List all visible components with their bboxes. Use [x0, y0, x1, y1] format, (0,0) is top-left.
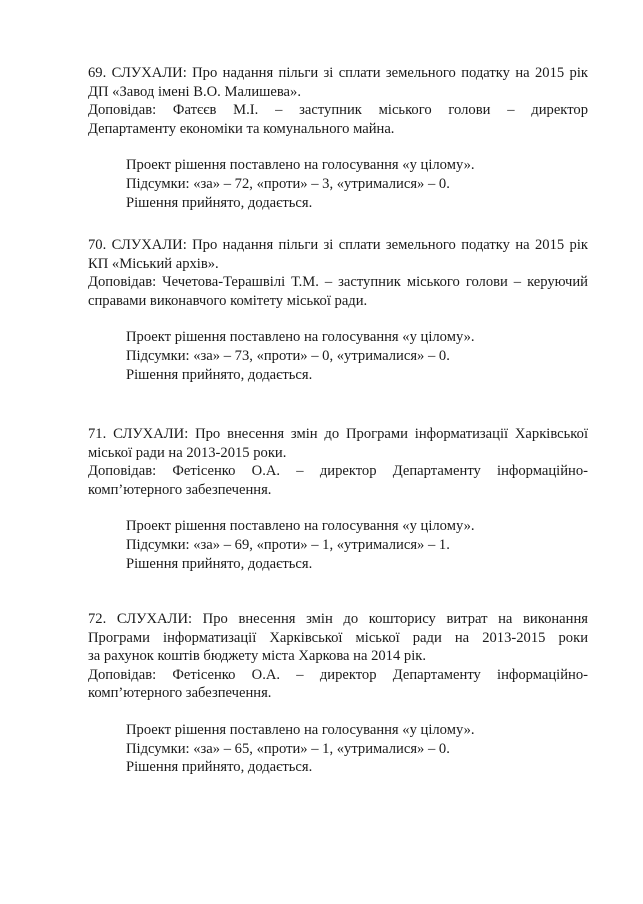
speaker-line: Департаменту економіки та комунального майна. — [88, 120, 395, 137]
vote-result-line: Проект рішення поставлено на голосування «у цілому». — [126, 329, 475, 346]
item-heading-line: ДП «Завод імені В.О. Малишева». — [88, 83, 301, 100]
speaker-line: Доповідав: Чечетова-Терашвілі Т.М. – заступник міського голови – керуючий — [88, 274, 588, 291]
vote-result-line: Проект рішення поставлено на голосування «у цілому». — [126, 721, 475, 738]
item-heading-line: 70. СЛУХАЛИ: Про надання пільги зі сплати земельного податку на 2015 рік — [88, 237, 588, 253]
speaker-line: Доповідав: Фетісенко О.А. – директор Департаменту інформаційно- — [88, 463, 588, 480]
speaker-line: Доповідав: Фатєєв М.І. – заступник міського голови – директор — [88, 102, 588, 119]
item-heading-line: 72. СЛУХАЛИ: Про внесення змін до кошторису витрат на виконання — [88, 611, 588, 627]
vote-result-line: Проект рішення поставлено на голосування «у цілому». — [126, 157, 475, 174]
speaker-line: комп’ютерного забезпечення. — [88, 481, 272, 498]
vote-results — [88, 721, 588, 777]
vote-result-line: Підсумки: «за» – 69, «проти» – 1, «утрималися» – 1. — [126, 536, 450, 553]
speaker-line: справами виконавчого комітету міської ради. — [88, 292, 368, 309]
agenda-item-70 — [88, 236, 588, 384]
item-heading-line: міської ради на 2013-2015 роки. — [88, 444, 287, 461]
vote-result-line: Рішення прийнято, додається. — [126, 555, 313, 572]
speaker-line: Доповідав: Фетісенко О.А. – директор Департаменту інформаційно- — [88, 666, 588, 683]
vote-result-line: Рішення прийнято, додається. — [126, 366, 313, 383]
vote-result-line: Проект рішення поставлено на голосування «у цілому». — [126, 518, 475, 535]
vote-result-line: Рішення прийнято, додається. — [126, 194, 313, 211]
vote-result-line: Підсумки: «за» – 72, «проти» – 3, «утрималися» – 0. — [126, 175, 450, 192]
item-heading-line: за рахунок коштів бюджету міста Харкова на 2014 рік. — [88, 648, 427, 665]
agenda-item-71 — [88, 425, 588, 573]
vote-result-line: Підсумки: «за» – 65, «проти» – 1, «утрималися» – 0. — [126, 740, 450, 757]
speaker-line: комп’ютерного забезпечення. — [88, 685, 272, 702]
vote-results — [88, 328, 588, 384]
item-heading-line: Програми інформатизації Харківської міської ради на 2013-2015 роки — [88, 629, 588, 646]
vote-results — [88, 517, 588, 573]
item-heading-line: 69. СЛУХАЛИ: Про надання пільги зі сплати земельного податку на 2015 рік — [88, 65, 588, 81]
item-heading-line: КП «Міський архів». — [88, 255, 219, 272]
item-heading-line: 71. СЛУХАЛИ: Про внесення змін до Програми інформатизації Харківської — [88, 426, 588, 442]
vote-result-line: Рішення прийнято, додається. — [126, 759, 313, 776]
agenda-item-72 — [88, 610, 588, 777]
vote-result-line: Підсумки: «за» – 73, «проти» – 0, «утрималися» – 0. — [126, 347, 450, 364]
agenda-item-69 — [88, 64, 588, 212]
vote-results — [88, 156, 588, 212]
